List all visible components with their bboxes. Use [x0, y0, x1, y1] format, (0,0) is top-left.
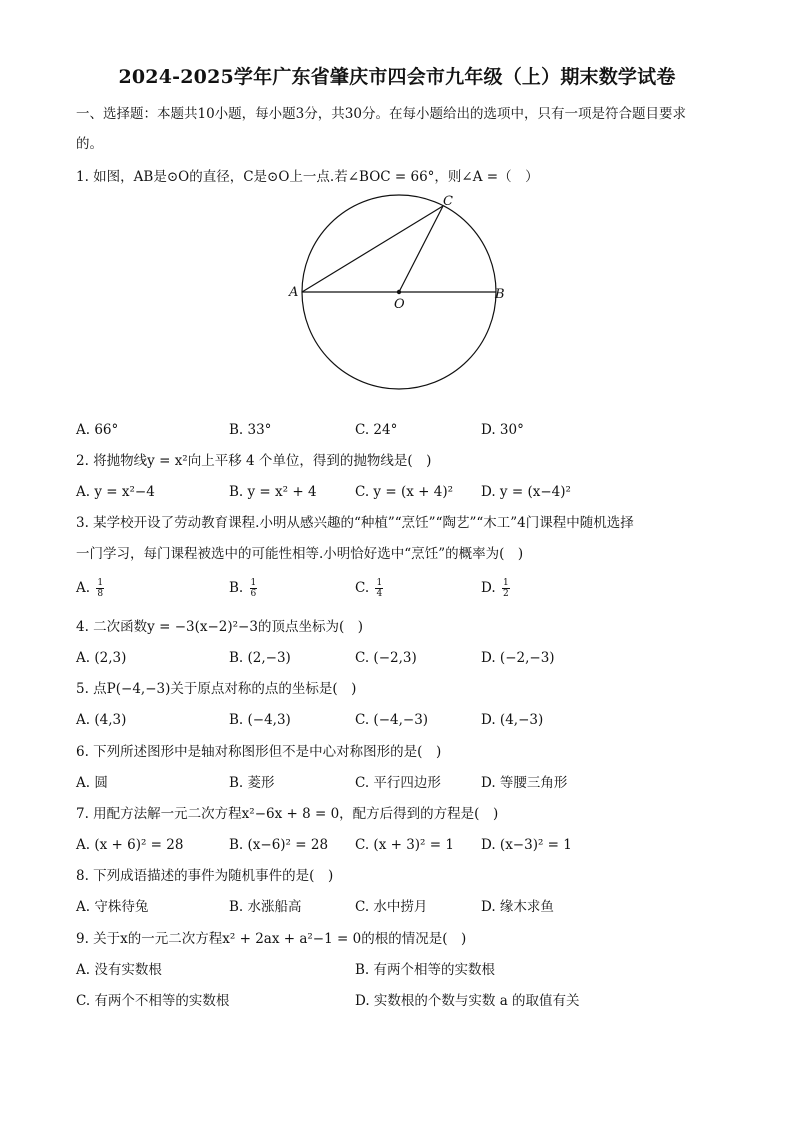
q6-option-b: B. 菱形: [229, 775, 275, 791]
fraction: [375, 578, 383, 599]
question-3-stem-line-2: 一门学习，每门课程被选中的可能性相等.小明恰好选中“烹饪”的概率为( ): [76, 546, 524, 562]
q2-option-a: A. y = x²−4: [76, 484, 155, 500]
q3-option-d-label: D.: [481, 580, 496, 596]
fraction-numerator: 1: [376, 578, 383, 588]
q3-option-c-label: C.: [355, 580, 370, 596]
chord-ac: [302, 206, 443, 292]
q3-option-d: [481, 578, 510, 599]
page-title: 2024-2025学年广东省肇庆市四会市九年级（上）期末数学试卷: [118, 66, 676, 88]
q4-option-a: A. (2,3): [76, 650, 127, 666]
q4-option-b: B. (2,−3): [229, 650, 291, 666]
q8-option-c: C. 水中捞月: [355, 899, 428, 915]
label-b: B: [495, 287, 505, 302]
section-heading-line-2: 的。: [76, 136, 103, 152]
fraction: [96, 578, 104, 599]
q3-option-b-label: B.: [229, 580, 244, 596]
fraction-numerator: 1: [97, 578, 104, 588]
label-c: C: [443, 194, 453, 209]
section-heading-line-1: 一、选择题：本题共10小题，每小题3分，共30分。在每小题给出的选项中，只有一项是符合题目要求: [76, 106, 686, 122]
q2-option-b: B. y = x² + 4: [229, 484, 317, 500]
question-8-stem: 8. 下列成语描述的事件为随机事件的是( ): [76, 868, 334, 884]
q1-option-c: C. 24°: [355, 422, 398, 438]
question-7-stem: 7. 用配方法解一元二次方程x²−6x + 8 = 0，配方后得到的方程是( ): [76, 806, 499, 822]
q7-option-d: D. (x−3)² = 1: [481, 837, 572, 853]
q8-option-a: A. 守株待兔: [76, 899, 149, 915]
fraction-denominator: 6: [250, 589, 257, 599]
q5-option-b: B. (−4,3): [229, 712, 291, 728]
q2-option-d: D. y = (x−4)²: [481, 484, 571, 500]
fraction: [502, 578, 510, 599]
q9-option-b: B. 有两个相等的实数根: [355, 962, 496, 978]
question-9-stem: 9. 关于x的一元二次方程x² + 2ax + a²−1 = 0的根的情况是( ): [76, 931, 467, 947]
label-a: A: [289, 285, 299, 300]
fraction-denominator: 2: [502, 589, 509, 599]
q5-option-a: A. (4,3): [76, 712, 127, 728]
q7-option-b: B. (x−6)² = 28: [229, 837, 329, 853]
q9-option-c: C. 有两个不相等的实数根: [76, 993, 230, 1009]
q9-option-d: D. 实数根的个数与实数 a 的取值有关: [355, 993, 580, 1009]
question-1-stem: 1. 如图，AB是⊙O的直径，C是⊙O上一点.若∠BOC = 66°，则∠A =（ ）: [76, 169, 539, 185]
q3-option-a-label: A.: [76, 580, 91, 596]
q6-option-a: A. 圆: [76, 775, 108, 791]
question-2-stem: 2. 将抛物线y = x²向上平移 4 个单位，得到的抛物线是( ): [76, 453, 432, 469]
fraction-denominator: 4: [376, 589, 383, 599]
question-5-stem: 5. 点P(−4,−3)关于原点对称的点的坐标是( ): [76, 681, 357, 697]
q8-option-b: B. 水涨船高: [229, 899, 302, 915]
question-3-stem-line-1: 3. 某学校开设了劳动教育课程.小明从感兴趣的“种植”“烹饪”“陶艺”“木工”4门课程中随机选择: [76, 515, 634, 531]
fraction-numerator: 1: [502, 578, 509, 588]
q8-option-d: D. 缘木求鱼: [481, 899, 554, 915]
q3-option-a: [76, 578, 104, 599]
circle-diagram: [285, 190, 515, 410]
q7-option-c: C. (x + 3)² = 1: [355, 837, 454, 853]
center-point: [397, 290, 401, 294]
fraction: [250, 578, 258, 599]
q4-option-d: D. (−2,−3): [481, 650, 555, 666]
question-4-stem: 4. 二次函数y = −3(x−2)²−3的顶点坐标为( ): [76, 619, 363, 635]
q5-option-c: C. (−4,−3): [355, 712, 429, 728]
q7-option-a: A. (x + 6)² = 28: [76, 837, 184, 853]
q1-option-a: A. 66°: [76, 422, 119, 438]
q9-option-a: A. 没有实数根: [76, 962, 162, 978]
q2-option-c: C. y = (x + 4)²: [355, 484, 453, 500]
question-6-stem: 6. 下列所述图形中是轴对称图形但不是中心对称图形的是( ): [76, 744, 442, 760]
q1-option-d: D. 30°: [481, 422, 524, 438]
q6-option-c: C. 平行四边形: [355, 775, 441, 791]
q4-option-c: C. (−2,3): [355, 650, 417, 666]
fraction-numerator: 1: [250, 578, 257, 588]
label-o: O: [394, 297, 405, 312]
q1-option-b: B. 33°: [229, 422, 272, 438]
q3-option-c: [355, 578, 383, 599]
fraction-denominator: 8: [97, 589, 104, 599]
q3-option-b: [229, 578, 257, 599]
q5-option-d: D. (4,−3): [481, 712, 544, 728]
q6-option-d: D. 等腰三角形: [481, 775, 568, 791]
